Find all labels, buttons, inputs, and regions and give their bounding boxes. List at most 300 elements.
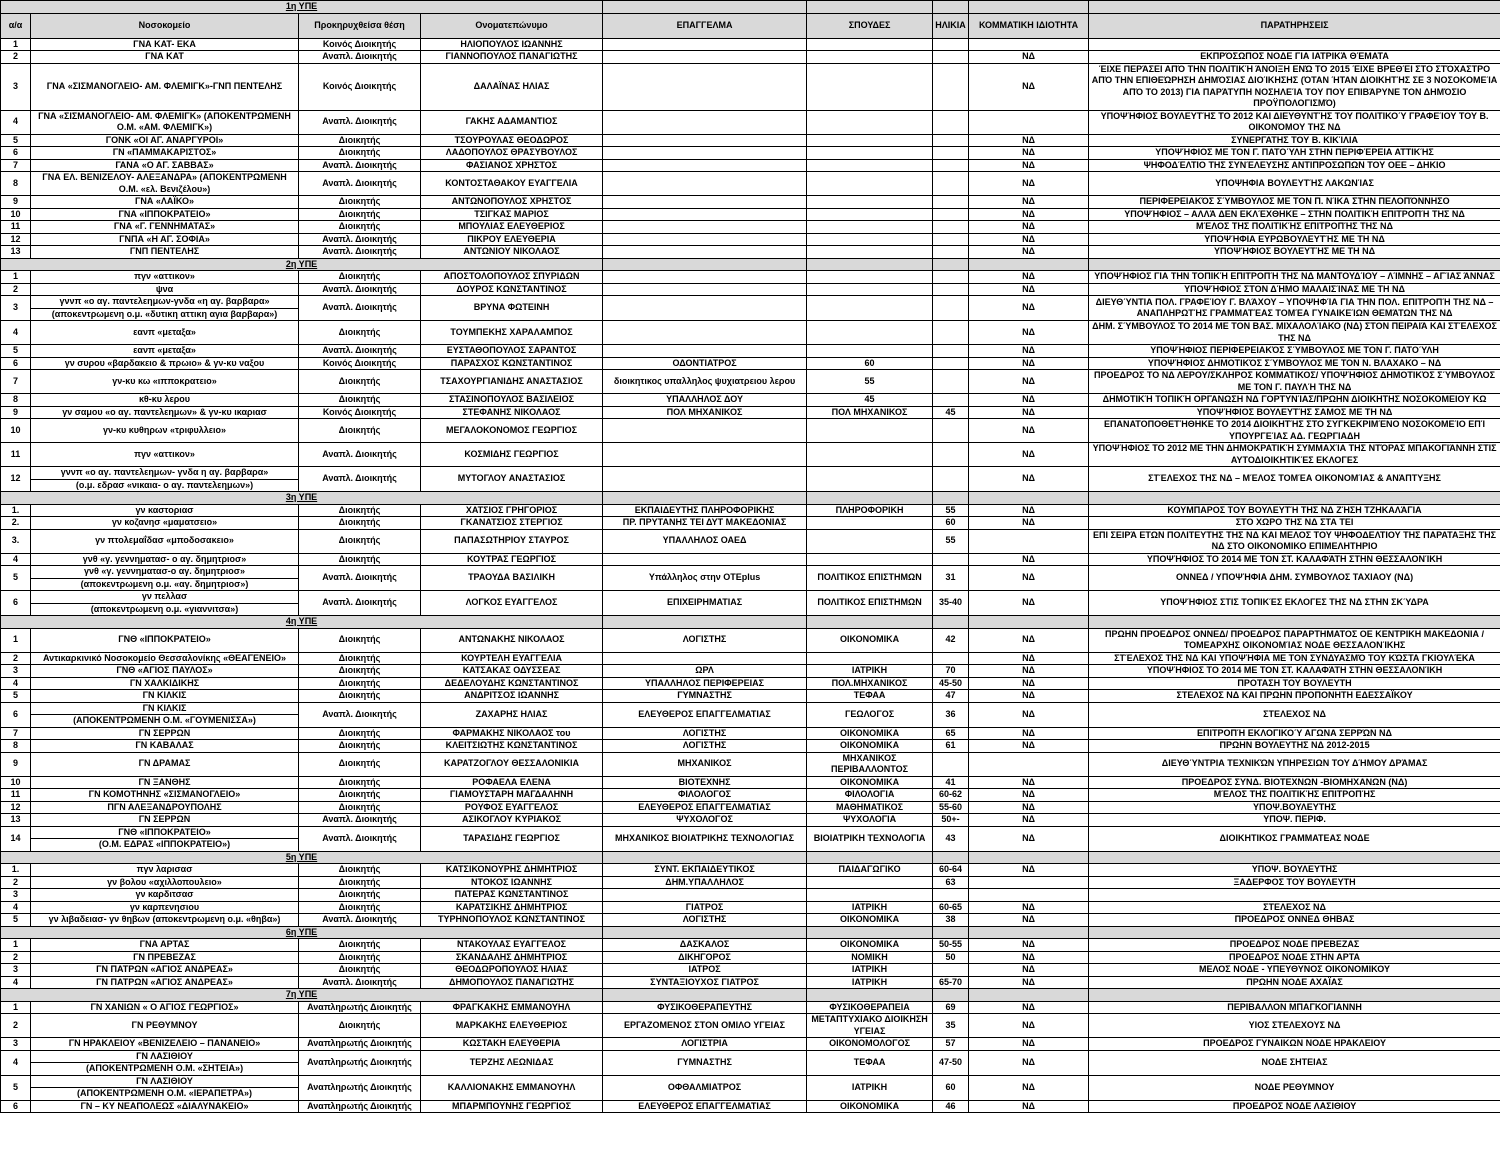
cell-remarks: ΣΤΟ ΧΩΡΟ ΤΗΣ ΝΔ ΣΤΑ ΤΕΙ xyxy=(1089,517,1500,530)
cell-age: 55 xyxy=(933,529,969,553)
cell-occupation: ΓΥΜΝΑΣΤΗΣ xyxy=(603,1050,807,1075)
cell-position: Διοικητής xyxy=(299,134,421,147)
cell-full-name: ΣΤΕΦΑΝΗΣ ΝΙΚΟΛΑΟΣ xyxy=(421,406,603,419)
table-row xyxy=(1,271,1500,284)
cell-studies xyxy=(807,233,933,246)
cell-remarks: ΠΕΡΙΦΕΡΕΙΑΚΌΣ ΣΎΜΒΟΥΛΟΣ ΜΕ ΤΟΝ Π. ΝΊΚΑ ΣΤΗΝ ΠΕΛΟΠΌΝΝΗΣΟ xyxy=(1089,196,1500,209)
cell-position: Διοικητής xyxy=(299,901,421,914)
cell-occupation: ΒΙΟΤΕΧΝΗΣ xyxy=(603,776,807,789)
section-header-row xyxy=(1,1,1500,14)
cell-position: Αναπλ. Διοικητής xyxy=(299,233,421,246)
cell-full-name: ΦΑΣΙΑΝΟΣ ΧΡΗΣΤΟΣ xyxy=(421,159,603,172)
cell-party-affiliation: ΝΔ xyxy=(969,321,1089,345)
cell-hospital: ΓΝ ΚΙΛΚΙΣ xyxy=(31,690,299,703)
cell-position: Διοικητής xyxy=(299,876,421,889)
cell-occupation: ΜΗΧΑΝΙΚΟΣ ΒΙΟΙΑΤΡΙΚΗΣ ΤΕΧΝΟΛΟΓΙΑΣ xyxy=(603,826,807,851)
table-row xyxy=(1,110,1500,134)
cell-row-number: 14 xyxy=(1,826,31,851)
cell-hospital: εανπ «μεταξα» xyxy=(31,321,299,345)
section-header-row xyxy=(1,258,1500,271)
section-empty-cell xyxy=(1089,851,1500,864)
cell-full-name: ΜΠΟΥΛΙΑΣ ΕΛΕΥΘΕΡΙΟΣ xyxy=(421,221,603,234)
cell-row-number: 12 xyxy=(1,467,31,492)
cell-hospital: ΓΝ ΚΑΒΑΛΑΣ xyxy=(31,740,299,753)
cell-remarks: ΥΠΟΨ. ΒΟΥΛΕΥΤΗΣ xyxy=(1089,864,1500,877)
cell-party-affiliation: ΝΔ xyxy=(969,591,1089,616)
cell-age xyxy=(933,467,969,492)
cell-occupation xyxy=(603,196,807,209)
cell-row-number: 6 xyxy=(1,591,31,616)
section-empty-cell xyxy=(933,258,969,271)
column-header-remarks: ΠΑΡΑΤΗΡΗΣΕΙΣ xyxy=(1089,13,1500,38)
hospital-line: ΓΝ ΛΑΣΙΘΙΟΥ xyxy=(136,1075,193,1086)
table-row xyxy=(1,814,1500,827)
table-row xyxy=(1,172,1500,196)
cell-full-name: ΑΝΔΡΙΤΣΟΣ ΙΩΑΝΝΗΣ xyxy=(421,690,603,703)
cell-full-name: ΤΟΥΜΠΕΚΗΣ ΧΑΡΑΛΑΜΠΟΣ xyxy=(421,321,603,345)
cell-party-affiliation: ΝΔ xyxy=(969,976,1089,989)
cell-position: Αναπλ. Διοικητής xyxy=(299,246,421,259)
hospital-line: γννπ «ο αγ. παντελεημων- γνδα η αγ. βαρβαρα» xyxy=(60,467,269,477)
table-row xyxy=(1,246,1500,259)
cell-party-affiliation: ΝΔ xyxy=(969,370,1089,394)
cell-party-affiliation: ΝΔ xyxy=(969,419,1089,443)
cell-hospital xyxy=(31,1075,299,1100)
hospital-line: ΓΝ ΚΙΛΚΙΣ xyxy=(142,702,187,713)
cell-remarks: ΕΚΠΡΌΣΩΠΟΣ ΝΟΔΕ ΓΙΑ ΙΑΤΡΙΚΆ ΘΈΜΑΤΑ xyxy=(1089,51,1500,64)
cell-studies xyxy=(807,553,933,566)
cell-age xyxy=(933,283,969,296)
cell-position: Αναπλ. Διοικητής xyxy=(299,566,421,591)
cell-age: 55 xyxy=(933,504,969,517)
hospital-line: (αποκεντρωμενη ο.μ. «δυτικη αττικη αγια βαρβαρα») xyxy=(31,308,298,321)
cell-party-affiliation: ΝΔ xyxy=(969,901,1089,914)
cell-row-number: 3 xyxy=(1,889,31,902)
cell-party-affiliation: ΝΔ xyxy=(969,221,1089,234)
cell-age xyxy=(933,889,969,902)
cell-hospital: γν κοζανησ «μαματσειο» xyxy=(31,517,299,530)
cell-studies: 60 xyxy=(807,357,933,370)
hospital-line: ΓΝ ΛΑΣΙΘΙΟΥ xyxy=(136,1050,193,1061)
section-empty-cell xyxy=(1089,989,1500,1002)
cell-hospital: ΓΝ ΡΕΘΥΜΝΟΥ xyxy=(31,1014,299,1038)
cell-position: Κοινός Διοικητής xyxy=(299,406,421,419)
cell-hospital: γν καρδιτσασ xyxy=(31,889,299,902)
cell-occupation xyxy=(603,134,807,147)
cell-party-affiliation: ΝΔ xyxy=(969,1050,1089,1075)
cell-remarks: ΠΡΩΗΝ ΠΡΟΕΔΡΟΣ ΟΝΝΕΔ/ ΠΡΟΕΔΡΟΣ ΠΑΡΑΡΤΗΜΑΤΟΣ ΟΕ ΚΕΝΤΡΙΚΗ ΜΑΚΕΔΟΝΙΑ / ΤΟΜΕΑΡΧΗΣ ΟΙΚΟΝΟΜΊΑΣ ΝΟΔΕ ΘΕΣΣΑΛΟΝΊΚΗΣ xyxy=(1089,628,1500,652)
cell-studies: ΙΑΤΡΙΚΗ xyxy=(807,964,933,977)
cell-position: Διοικητής xyxy=(299,864,421,877)
cell-remarks: ΣΥΝΕΡΓΑΤΗΣ ΤΟΥ Β. ΚΙΚΊΛΙΑ xyxy=(1089,134,1500,147)
cell-occupation: ΥΠΑΛΛΗΛΟΣ ΔΟΥ xyxy=(603,394,807,407)
cell-hospital: ΓΝΑ «ΙΠΠΟΚΡΑΤΕΙΟ» xyxy=(31,208,299,221)
column-header-party-affiliation: ΚΟΜΜΑΤΙΚΗ ΙΔΙΟΤΗΤΑ xyxy=(969,13,1089,38)
cell-hospital: ΠΓΝ ΑΛΕΞΑΝΔΡΟΥΠΟΛΗΣ xyxy=(31,801,299,814)
cell-occupation: ΩΡΛ xyxy=(603,665,807,678)
cell-row-number: 2 xyxy=(1,951,31,964)
cell-row-number: 12 xyxy=(1,801,31,814)
cell-age: 35 xyxy=(933,1014,969,1038)
cell-hospital: ΓΑΝΑ «Ο ΑΓ. ΣΑΒΒΑΣ» xyxy=(31,159,299,172)
section-header-row xyxy=(1,989,1500,1002)
section-title: 3η ΥΠΕ xyxy=(1,492,603,505)
cell-age: 60-65 xyxy=(933,901,969,914)
table-row xyxy=(1,370,1500,394)
cell-occupation xyxy=(603,208,807,221)
table-row xyxy=(1,553,1500,566)
hospital-line: γν πελλασ xyxy=(141,591,188,601)
cell-studies: ΠΟΛΙΤΙΚΟΣ ΕΠΙΣΤΗΜΩΝ xyxy=(807,566,933,591)
cell-age: 50 xyxy=(933,951,969,964)
cell-party-affiliation: ΝΔ xyxy=(969,296,1089,321)
cell-age: 60 xyxy=(933,517,969,530)
cell-full-name: ΘΕΟΔΩΡΟΠΟΥΛΟΣ ΗΛΙΑΣ xyxy=(421,964,603,977)
cell-full-name: ΤΣΟΥΡΟΥΛΑΣ ΘΕΟΔΩΡΟΣ xyxy=(421,134,603,147)
cell-party-affiliation: ΝΔ xyxy=(969,951,1089,964)
cell-position: Διοικητής xyxy=(299,1014,421,1038)
cell-position: Διοικητής xyxy=(299,553,421,566)
cell-row-number: 6 xyxy=(1,147,31,160)
cell-party-affiliation: ΝΔ xyxy=(969,1038,1089,1051)
cell-full-name: ΓΙΑΝΝΟΠΟΥΛΟΣ ΠΑΝΑΓΙΩΤΗΣ xyxy=(421,51,603,64)
cell-party-affiliation: ΝΔ xyxy=(969,1014,1089,1038)
cell-full-name: ΠΙΚΡΟΥ ΕΛΕΥΘΕΡΙΑ xyxy=(421,233,603,246)
cell-position: Διοικητής xyxy=(299,889,421,902)
cell-occupation: ΦΙΛΟΛΟΓΟΣ xyxy=(603,789,807,802)
cell-studies: ΠΟΛΙΤΙΚΟΣ ΕΠΙΣΤΗΜΩΝ xyxy=(807,591,933,616)
cell-studies: ΜΗΧΑΝΙΚΟΣ ΠΕΡΙΒΑΛΛΟΝΤΟΣ xyxy=(807,752,933,776)
table-row xyxy=(1,1075,1500,1100)
cell-party-affiliation: ΝΔ xyxy=(969,814,1089,827)
cell-age: 69 xyxy=(933,1001,969,1014)
cell-position: Αναπλ. Διοικητής xyxy=(299,345,421,358)
cell-hospital: γν πτολεμαΐδασ «μποδοσακειο» xyxy=(31,529,299,553)
cell-party-affiliation: ΝΔ xyxy=(969,357,1089,370)
cell-position: Διοικητής xyxy=(299,652,421,665)
cell-occupation: ΕΛΕΥΘΕΡΟΣ ΕΠΑΓΓΕΛΜΑΤΙΑΣ xyxy=(603,702,807,727)
cell-party-affiliation: ΝΔ xyxy=(969,233,1089,246)
cell-occupation: ΓΙΑΤΡΟΣ xyxy=(603,901,807,914)
cell-hospital: ΓΝ ΠΡΕΒΕΖΑΣ xyxy=(31,951,299,964)
cell-row-number: 8 xyxy=(1,172,31,196)
cell-studies xyxy=(807,517,933,530)
cell-full-name: ΡΟΥΦΟΣ ΕΥΑΓΓΕΛΟΣ xyxy=(421,801,603,814)
cell-studies: ΟΙΚΟΝΟΜΙΚΑ xyxy=(807,914,933,927)
cell-studies xyxy=(807,38,933,51)
cell-studies xyxy=(807,889,933,902)
cell-party-affiliation: ΝΔ xyxy=(969,665,1089,678)
cell-position: Αναπλ. Διοικητής xyxy=(299,110,421,134)
table-row xyxy=(1,345,1500,358)
hospital-line: (ΑΠΟΚΕΝΤΡΩΜΕΝΗ Ο.Μ. «ΓΟΥΜΕΝΙΣΣΑ») xyxy=(31,714,298,727)
cell-age: 36 xyxy=(933,702,969,727)
cell-remarks: ΕΠΑΝΑΤΟΠΟΘΕΤΉΘΗΚΕ ΤΟ 2014 ΔΙΟΙΚΗΤΉΣ ΣΤΟ ΣΥΓΚΕΚΡΙΜΈΝΟ ΝΟΣΟΚΟΜΕΊΟ ΕΠΊ ΥΠΟΥΡΓΕΊΑΣ ΑΔ. ΓΕΩΡΓΙΑΔΗ xyxy=(1089,419,1500,443)
cell-row-number: 2 xyxy=(1,876,31,889)
cell-party-affiliation: ΝΔ xyxy=(969,394,1089,407)
cell-occupation xyxy=(603,246,807,259)
cell-full-name: ΠΑΤΕΡΑΣ ΚΩΝΣΤΑΝΤΙΝΟΣ xyxy=(421,889,603,902)
table-row xyxy=(1,964,1500,977)
cell-age: 60 xyxy=(933,1075,969,1100)
cell-remarks: ΣΤΈΛΕΧΟΣ ΤΗΣ ΝΔ – ΜΈΛΟΣ ΤΟΜΈΑ ΟΙΚΟΝΟΜΊΑΣ & ΑΝΆΠΤΥΞΗΣ xyxy=(1089,467,1500,492)
cell-row-number: 1 xyxy=(1,38,31,51)
cell-party-affiliation: ΝΔ xyxy=(969,51,1089,64)
cell-age xyxy=(933,38,969,51)
table-row xyxy=(1,321,1500,345)
cell-age xyxy=(933,321,969,345)
cell-party-affiliation: ΝΔ xyxy=(969,345,1089,358)
section-empty-cell xyxy=(1089,616,1500,629)
cell-hospital: γνθ «γ. γεννηματασ- ο αγ. δημητριοσ» xyxy=(31,553,299,566)
cell-hospital: γν-κυ κυθηρων «τριφυλλειο» xyxy=(31,419,299,443)
cell-age: 46 xyxy=(933,1100,969,1113)
cell-party-affiliation: ΝΔ xyxy=(969,652,1089,665)
cell-remarks: ΥΠΟΨΉΦΙΟΣ ΒΟΥΛΕΥΤΉΣ ΜΕ ΤΗ ΝΔ xyxy=(1089,246,1500,259)
cell-full-name: ΧΑΤΣΙΟΣ ΓΡΗΓΟΡΙΟΣ xyxy=(421,504,603,517)
cell-occupation: ΣΥΝΤ. ΕΚΠΑΙΔΕΥΤΙΚΟΣ xyxy=(603,864,807,877)
cell-position: Κοινός Διοικητής xyxy=(299,63,421,110)
cell-age: 60-64 xyxy=(933,864,969,877)
cell-row-number: 3 xyxy=(1,665,31,678)
cell-occupation: ΛΟΓΙΣΤΡΙΑ xyxy=(603,1038,807,1051)
cell-position: Διοικητής xyxy=(299,727,421,740)
cell-full-name: ΚΑΤΣΑΚΑΣ ΟΔΥΣΣΕΑΣ xyxy=(421,665,603,678)
section-empty-cell xyxy=(969,989,1089,1002)
cell-full-name: ΦΑΡΜΑΚΗΣ ΝΙΚΟΛΑΟΣ του xyxy=(421,727,603,740)
cell-occupation xyxy=(603,345,807,358)
cell-remarks: ΠΕΡΙΒΑΛΛΟΝ ΜΠΑΓΚΟΓΙΑΝΝΗ xyxy=(1089,1001,1500,1014)
cell-full-name: ΑΠΟΣΤΟΛΟΠΟΥΛΟΣ ΣΠΥΡΙΔΩΝ xyxy=(421,271,603,284)
cell-occupation: ΕΚΠΑΙΔΕΥΤΗΣ ΠΛΗΡΟΦΟΡΙΚΗΣ xyxy=(603,504,807,517)
cell-row-number: 4 xyxy=(1,976,31,989)
table-row xyxy=(1,394,1500,407)
cell-remarks: ΣΤΕΛΕΧΟΣ ΝΔ xyxy=(1089,901,1500,914)
cell-party-affiliation: ΝΔ xyxy=(969,504,1089,517)
cell-position: Διοικητής xyxy=(299,196,421,209)
cell-age xyxy=(933,752,969,776)
cell-occupation xyxy=(603,889,807,902)
cell-occupation: ΙΑΤΡΟΣ xyxy=(603,964,807,977)
cell-occupation xyxy=(603,443,807,467)
cell-remarks: ΜΕΛΟΣ ΝΟΔΕ - ΥΠΕΥΘΥΝΟΣ ΟΙΚΟΝΟΜΙΚΟΥ xyxy=(1089,964,1500,977)
cell-position: Διοικητής xyxy=(299,776,421,789)
cell-party-affiliation xyxy=(969,752,1089,776)
cell-occupation xyxy=(603,467,807,492)
cell-party-affiliation: ΝΔ xyxy=(969,406,1089,419)
section-empty-cell xyxy=(807,851,933,864)
table-row xyxy=(1,283,1500,296)
cell-full-name: ΤΕΡΖΗΣ ΛΕΩΝΙΔΑΣ xyxy=(421,1050,603,1075)
cell-full-name: ΜΑΡΚΑΚΗΣ ΕΛΕΥΘΕΡΙΟΣ xyxy=(421,1014,603,1038)
cell-remarks: ΥΠΟΨΉΦΙΟΣ ΣΤΟΝ ΔΉΜΟ ΜΑΛΑΙΣΊΝΑΣ ΜΕ ΤΗ ΝΔ xyxy=(1089,283,1500,296)
cell-party-affiliation: ΝΔ xyxy=(969,1001,1089,1014)
cell-full-name: ΕΥΣΤΑΘΟΠΟΥΛΟΣ ΣΑΡΑΝΤΟΣ xyxy=(421,345,603,358)
cell-age xyxy=(933,221,969,234)
cell-remarks: ΥΠΟΨΗΦΙΑ ΒΟΥΛΕΥΤΉΣ ΛΑΚΩΝΊΑΣ xyxy=(1089,172,1500,196)
cell-occupation: ΛΟΓΙΣΤΗΣ xyxy=(603,740,807,753)
cell-remarks: ΥΠΟΨΉΦΙΟΣ ΠΕΡΙΦΕΡΕΙΑΚΌΣ ΣΎΜΒΟΥΛΟΣ ΜΕ ΤΟΝ Γ. ΠΑΤΟΎΛΗ xyxy=(1089,345,1500,358)
cell-party-affiliation: ΝΔ xyxy=(969,826,1089,851)
cell-studies: ΜΕΤΑΠΤΥΧΙΑΚΟ ΔΙΟΙΚΗΣΗ ΥΓΕΙΑΣ xyxy=(807,1014,933,1038)
cell-age xyxy=(933,271,969,284)
cell-age xyxy=(933,147,969,160)
cell-remarks: ΥΙΟΣ ΣΤΕΛΕΧΟΥΣ ΝΔ xyxy=(1089,1014,1500,1038)
section-empty-cell xyxy=(807,1,933,14)
cell-occupation: ΠΡ. ΠΡΥΤΑΝΗΣ ΤΕΙ ΔΥΤ ΜΑΚΕΔΟΝΙΑΣ xyxy=(603,517,807,530)
table-row xyxy=(1,467,1500,492)
cell-full-name: ΠΑΡΑΣΧΟΣ ΚΩΝΣΤΑΝΤΙΝΟΣ xyxy=(421,357,603,370)
cell-position: Αναπλ. Διοικητής xyxy=(299,591,421,616)
cell-occupation xyxy=(603,233,807,246)
cell-full-name: ΦΡΑΓΚΑΚΗΣ ΕΜΜΑΝΟΥΗΛ xyxy=(421,1001,603,1014)
cell-party-affiliation: ΝΔ xyxy=(969,1075,1089,1100)
cell-full-name: ΚΟΥΤΡΑΣ ΓΕΩΡΓΙΟΣ xyxy=(421,553,603,566)
table-row xyxy=(1,221,1500,234)
cell-party-affiliation: ΝΔ xyxy=(969,677,1089,690)
cell-row-number: 3 xyxy=(1,964,31,977)
table-row xyxy=(1,1050,1500,1075)
hospital-line: (ΑΠΟΚΕΝΤΡΩΜΕΝΗ Ο.Μ. «ΙΕΡΑΠΕΤΡΑ») xyxy=(31,1087,298,1100)
cell-position: Κοινός Διοικητής xyxy=(299,357,421,370)
cell-studies: 55 xyxy=(807,370,933,394)
table-row xyxy=(1,864,1500,877)
cell-position: Αναπλ. Διοικητής xyxy=(299,914,421,927)
cell-hospital: πγν «αττικον» xyxy=(31,443,299,467)
cell-full-name: ΚΟΝΤΟΣΤΑΘΑΚΟΥ ΕΥΑΓΓΕΛΙΑ xyxy=(421,172,603,196)
cell-studies: ΓΕΩΛΟΓΟΣ xyxy=(807,702,933,727)
cell-remarks: ΥΠΟΨ.ΒΟΥΛΕΥΤΗΣ xyxy=(1089,801,1500,814)
table-row xyxy=(1,652,1500,665)
cell-age xyxy=(933,357,969,370)
section-header-row xyxy=(1,616,1500,629)
section-empty-cell xyxy=(603,1,807,14)
cell-party-affiliation xyxy=(969,110,1089,134)
cell-studies: ΒΙΟΙΑΤΡΙΚΗ ΤΕΧΝΟΛΟΓΙΑ xyxy=(807,826,933,851)
cell-hospital xyxy=(31,467,299,492)
cell-party-affiliation: ΝΔ xyxy=(969,246,1089,259)
cell-full-name: ΚΑΡΑΤΣΙΚΗΣ ΔΗΜΗΤΡΙΟΣ xyxy=(421,901,603,914)
cell-hospital: ΓΝΑ ΕΛ. ΒΕΝΙΖΕΛΟΥ- ΑΛΕΞΑΝΔΡΑ» (ΑΠΟΚΕΝΤΡΩΜΕΝΗ Ο.Μ. «ελ. Βενιζέλου») xyxy=(31,172,299,196)
cell-occupation xyxy=(603,321,807,345)
section-empty-cell xyxy=(933,492,969,505)
table-row xyxy=(1,1038,1500,1051)
cell-position: Αναπλ. Διοικητής xyxy=(299,296,421,321)
cell-hospital: γν συρου «βαρδακειο & πρωιο» & γν-κυ ναξου xyxy=(31,357,299,370)
cell-studies: ΙΑΤΡΙΚΗ xyxy=(807,665,933,678)
cell-party-affiliation: ΝΔ xyxy=(969,801,1089,814)
cell-full-name: ΤΣΙΓΚΑΣ ΜΑΡΙΟΣ xyxy=(421,208,603,221)
cell-position: Αναπλ. Διοικητής xyxy=(299,702,421,727)
table-row xyxy=(1,1014,1500,1038)
cell-position: Διοικητής xyxy=(299,517,421,530)
cell-full-name: ΤΣΑΧΟΥΡΓΙΑΝΙΔΗΣ ΑΝΑΣΤΑΣΙΟΣ xyxy=(421,370,603,394)
section-empty-cell xyxy=(933,1,969,14)
cell-position: Διοικητής xyxy=(299,529,421,553)
table-row xyxy=(1,740,1500,753)
table-row xyxy=(1,208,1500,221)
cell-row-number: 12 xyxy=(1,233,31,246)
table-row xyxy=(1,38,1500,51)
cell-row-number: 11 xyxy=(1,789,31,802)
cell-age: 31 xyxy=(933,566,969,591)
cell-remarks: ΝΟΔΕ ΡΕΘΥΜΝΟΥ xyxy=(1089,1075,1500,1100)
cell-occupation: ΟΔΟΝΤΙΑΤΡΟΣ xyxy=(603,357,807,370)
cell-studies xyxy=(807,134,933,147)
section-header-row xyxy=(1,492,1500,505)
cell-full-name: ΤΡΑΟΥΔΑ ΒΑΣΙΛΙΚΗ xyxy=(421,566,603,591)
cell-row-number: 3. xyxy=(1,529,31,553)
cell-hospital xyxy=(31,296,299,321)
section-empty-cell xyxy=(603,926,807,939)
cell-remarks: ΠΡΟΕΔΡΟΣ ΟΝΝΕΔ ΘΗΒΑΣ xyxy=(1089,914,1500,927)
cell-row-number: 1. xyxy=(1,504,31,517)
cell-hospital xyxy=(31,826,299,851)
cell-studies xyxy=(807,296,933,321)
cell-row-number: 9 xyxy=(1,406,31,419)
cell-age: 70 xyxy=(933,665,969,678)
cell-party-affiliation: ΝΔ xyxy=(969,172,1089,196)
cell-row-number: 8 xyxy=(1,740,31,753)
cell-studies: ΝΟΜΙΚΗ xyxy=(807,951,933,964)
cell-studies: ΦΥΣΙΚΟΘΕΡΑΠΕΙΑ xyxy=(807,1001,933,1014)
cell-studies: ΠΑΙΔΑΓΩΓΙΚΟ xyxy=(807,864,933,877)
table-row xyxy=(1,357,1500,370)
cell-studies: ΟΙΚΟΝΟΜΙΚΑ xyxy=(807,1100,933,1113)
cell-position: Διοικητής xyxy=(299,677,421,690)
table-row xyxy=(1,889,1500,902)
cell-full-name: ΒΡΥΝΑ ΦΩΤΕΙΝΗ xyxy=(421,296,603,321)
cell-occupation: ΣΥΝΤΑΞΙΟΥΧΟΣ ΓΙΑΤΡΟΣ xyxy=(603,976,807,989)
cell-remarks: ΔΙΟΙΚΗΤΙΚΟΣ ΓΡΑΜΜΑΤΕΑΣ ΝΟΔΕ xyxy=(1089,826,1500,851)
table-row xyxy=(1,939,1500,952)
cell-row-number: 11 xyxy=(1,221,31,234)
cell-full-name: ΝΤΑΚΟΥΛΑΣ ΕΥΑΓΓΕΛΟΣ xyxy=(421,939,603,952)
cell-position: Αναπλ. Διοικητής xyxy=(299,283,421,296)
section-title: 2η ΥΠΕ xyxy=(1,258,603,271)
hospital-line: (ΑΠΟΚΕΝΤΡΩΜΕΝΗ Ο.Μ. «ΣΗΤΕΙΑ») xyxy=(31,1062,298,1075)
cell-hospital xyxy=(31,566,299,591)
hospital-line: (αποκεντρωμενη ο.μ. «αγ. δημητριοσ») xyxy=(31,578,298,591)
table-row xyxy=(1,51,1500,64)
cell-studies: ΨΥΧΟΛΟΓΙΑ xyxy=(807,814,933,827)
cell-studies: ΙΑΤΡΙΚΗ xyxy=(807,1075,933,1100)
cell-studies: ΟΙΚΟΝΟΜΙΚΑ xyxy=(807,939,933,952)
cell-studies xyxy=(807,110,933,134)
cell-hospital: Αντικαρκινικό Νοσοκομείο Θεσσαλονίκης «ΘΕΑΓΕΝΕΙΟ» xyxy=(31,652,299,665)
hospital-line: (Ο.Μ. ΕΔΡΑΣ «ΙΠΠΟΚΡΑΤΕΙΟ») xyxy=(31,838,298,851)
cell-remarks: ΥΠΟΨΉΦΙΟΣ – ΑΛΛΆ ΔΕΝ ΕΚΛΈΧΘΗΚΕ – ΣΤΗΝ ΠΟΛΙΤΙΚΉ ΕΠΙΤΡΟΠΉ ΤΗΣ ΝΔ xyxy=(1089,208,1500,221)
cell-row-number: 7 xyxy=(1,159,31,172)
cell-full-name: ΚΩΣΤΑΚΗ ΕΛΕΥΘΕΡΙΑ xyxy=(421,1038,603,1051)
cell-occupation xyxy=(603,296,807,321)
table-row xyxy=(1,752,1500,776)
table-row xyxy=(1,566,1500,591)
cell-full-name: ΚΑΤΣΙΚΟΝΟΥΡΗΣ ΔΗΜΗΤΡΙΟΣ xyxy=(421,864,603,877)
table-row xyxy=(1,677,1500,690)
cell-age xyxy=(933,134,969,147)
cell-party-affiliation: ΝΔ xyxy=(969,702,1089,727)
cell-party-affiliation: ΝΔ xyxy=(969,628,1089,652)
cell-remarks: ΜΈΛΟΣ ΤΗΣ ΠΟΛΙΤΙΚΉΣ ΕΠΙΤΡΟΠΉΣ ΤΗΣ ΝΔ xyxy=(1089,221,1500,234)
cell-hospital: γν καστοριασ xyxy=(31,504,299,517)
cell-remarks: ΠΡΟΕΔΡΟΣ ΓΥΝΑΙΚΩΝ ΝΟΔΕ ΗΡΑΚΛΕΙΟΥ xyxy=(1089,1038,1500,1051)
table-row xyxy=(1,901,1500,914)
cell-row-number: 3 xyxy=(1,296,31,321)
cell-party-affiliation: ΝΔ xyxy=(969,776,1089,789)
section-empty-cell xyxy=(933,616,969,629)
cell-row-number: 9 xyxy=(1,196,31,209)
